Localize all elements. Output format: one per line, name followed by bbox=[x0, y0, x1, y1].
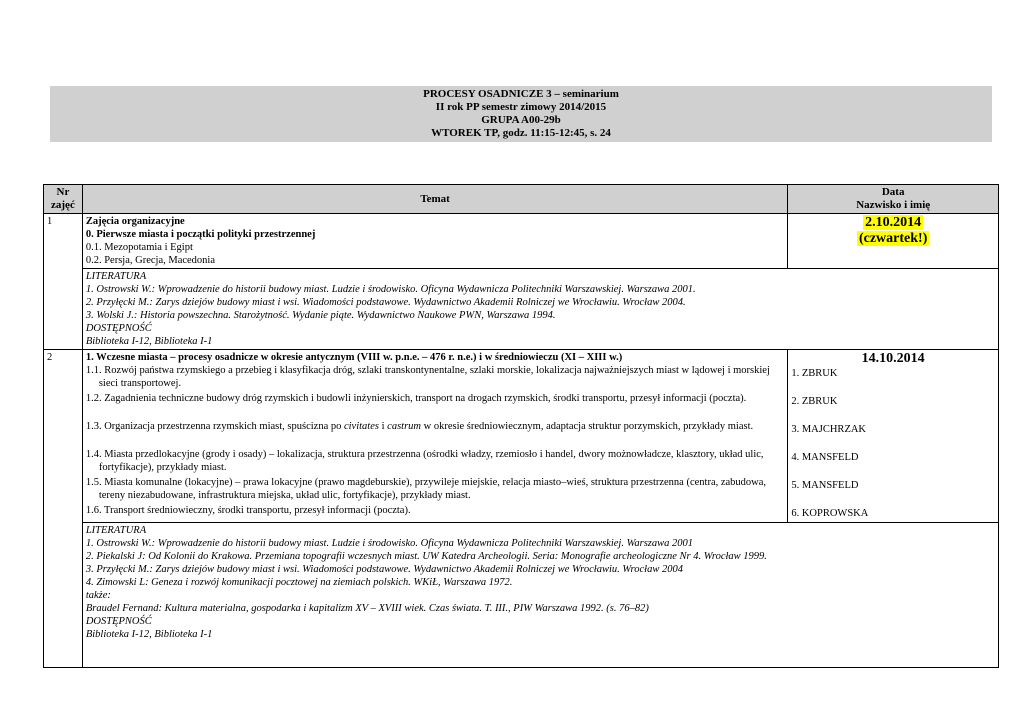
topic-item: 1.1. Rozwój państwa rzymskiego a przebieg i klasyfikacja dróg, szlaki transkontynentalne, szlaki morskie, lokalizacja najważniejszych miast w lądowej i morskiej sieci transportowej. bbox=[85, 365, 770, 389]
course-header bbox=[50, 86, 992, 142]
topic-item: 1.5. Miasta komunalne (lokacyjne) – prawa lokacyjne (prawo magdeburskie), przywileje miejskie, relacja miasto–wieś, struktura przestrzenna (centra, zabudowa, tereny niezabudowane, infrastruktura miejska, układ ulic, fortyfikacje), przykłady miast. bbox=[85, 477, 767, 501]
student-name: 5. MANSFELD bbox=[791, 480, 859, 491]
row-number: 2 bbox=[44, 350, 83, 668]
course-title: PROCESY OSADNICZE 3 – seminarium bbox=[423, 88, 619, 100]
literature-heading: LITERATURA bbox=[85, 271, 147, 282]
date-highlight: 2.10.2014 bbox=[865, 215, 922, 230]
student-name: 4. MANSFELD bbox=[791, 452, 859, 463]
topic-title: 1. Wczesne miasta – procesy osadnicze w okresie antycznym (VIII w. p.n.e. – 476 r. n.e.) i w średniowieczu (XI – XIII w.) bbox=[85, 352, 623, 363]
date-names-cell bbox=[788, 350, 999, 523]
table-row bbox=[44, 214, 999, 269]
student-name: 3. MAJCHRZAK bbox=[791, 424, 867, 435]
course-schedule: WTOREK TP, godz. 11:15-12:45, s. 24 bbox=[431, 127, 611, 139]
availability-value: Biblioteka I-12, Biblioteka I-1 bbox=[85, 629, 213, 640]
student-name: 1. ZBRUK bbox=[791, 368, 838, 379]
topic-title: Zajęcia organizacyjne bbox=[85, 216, 185, 227]
course-semester: II rok PP semestr zimowy 2014/2015 bbox=[435, 101, 607, 113]
session-date: 14.10.2014 bbox=[861, 351, 925, 366]
header-nr: Nr zajęć bbox=[44, 185, 83, 214]
course-group: GRUPA A00-29b bbox=[481, 114, 561, 126]
topic-item: 1.6. Transport średniowieczny, środki transportu, przesył informacji (poczta). bbox=[85, 505, 411, 516]
literature-cell bbox=[82, 523, 998, 668]
table-header-row bbox=[44, 185, 999, 214]
availability-heading: DOSTĘPNOŚĆ bbox=[85, 616, 152, 627]
literature-row bbox=[44, 523, 999, 668]
student-name: 2. ZBRUK bbox=[791, 396, 838, 407]
student-name: 6. KOPROWSKA bbox=[791, 508, 869, 519]
literature-item: 2. Piekalski J: Od Kolonii do Krakowa. Przemiana topografii wczesnych miast. UW Katedra Archeologii. Seria: Monografie archeologiczne Nr 4. Wrocław 1999. bbox=[85, 551, 767, 562]
literature-item: 1. Ostrowski W.: Wprowadzenie do historii budowy miast. Ludzie i środowisko. Oficyna Wydawnicza Politechniki Warszawskiej. Warszawa 2001. bbox=[85, 284, 696, 295]
literature-item: 3. Wolski J.: Historia powszechna. Starożytność. Wydanie piąte. Wydawnictwo Naukowe PWN, Warszawa 1994. bbox=[85, 310, 556, 321]
date-note-highlight: (czwartek!) bbox=[858, 231, 928, 246]
topic-cell bbox=[82, 350, 788, 523]
literature-item: 4. Zimowski L: Geneza i rozwój komunikacji pocztowej na ziemiach polskich. WKiŁ, Warszawa 1972. bbox=[85, 577, 513, 588]
literature-cell bbox=[82, 269, 998, 350]
header-data: Data Nazwisko i imię bbox=[788, 185, 999, 214]
table-row bbox=[44, 350, 999, 523]
literature-heading: LITERATURA bbox=[85, 525, 147, 536]
literature-row bbox=[44, 269, 999, 350]
topic-item: 0.2. Persja, Grecja, Macedonia bbox=[85, 255, 216, 266]
literature-also: także: bbox=[85, 590, 111, 601]
availability-value: Biblioteka I-12, Biblioteka I-1 bbox=[85, 336, 213, 347]
literature-item: 3. Przyłęcki M.: Zarys dziejów budowy miast i wsi. Wiadomości podstawowe. Wydawnictwo Akademii Rolniczej we Wrocławiu. Wrocław 2004 bbox=[85, 564, 683, 575]
topic-item: 1.2. Zagadnienia techniczne budowy dróg rzymskich i budowli inżynierskich, transport na drogach rzymskich, środki transportu, przesył informacji (poczta). bbox=[85, 393, 747, 404]
literature-item: Braudel Fernand: Kultura materialna, gospodarka i kapitalizm XV – XVIII wiek. Czas świata. T. III., PIW Warszawa 1992. (s. 76–82) bbox=[85, 603, 649, 614]
availability-heading: DOSTĘPNOŚĆ bbox=[85, 323, 152, 334]
topic-item: 1.4. Miasta przedlokacyjne (grody i osady) – lokalizacja, struktura przestrzenna (ośrodki władzy, rzemiosło i handel, dwory możnowładcze, klasztory, układ ulic, fortyfikacje), przykłady miast. bbox=[85, 449, 764, 473]
header-temat: Temat bbox=[82, 185, 788, 214]
date-cell bbox=[788, 214, 999, 269]
topic-cell bbox=[82, 214, 788, 269]
schedule-table bbox=[43, 184, 999, 668]
row-number: 1 bbox=[44, 214, 83, 350]
topic-subtitle: 0. Pierwsze miasta i początki polityki przestrzennej bbox=[85, 229, 316, 240]
topic-item: 1.3. Organizacja przestrzenna rzymskich miast, spuścizna po civitates i castrum w okresie średniowiecznym, adaptacja struktur porzymskich, przykłady miast. bbox=[85, 421, 754, 432]
literature-item: 1. Ostrowski W.: Wprowadzenie do historii budowy miast. Ludzie i środowisko. Oficyna Wydawnicza Politechniki Warszawskiej. Warszawa 2001 bbox=[85, 538, 694, 549]
literature-item: 2. Przyłęcki M.: Zarys dziejów budowy miast i wsi. Wiadomości podstawowe. Wydawnictwo Akademii Rolniczej we Wrocławiu. Wrocław 2004. bbox=[85, 297, 686, 308]
topic-item: 0.1. Mezopotamia i Egipt bbox=[85, 242, 193, 253]
